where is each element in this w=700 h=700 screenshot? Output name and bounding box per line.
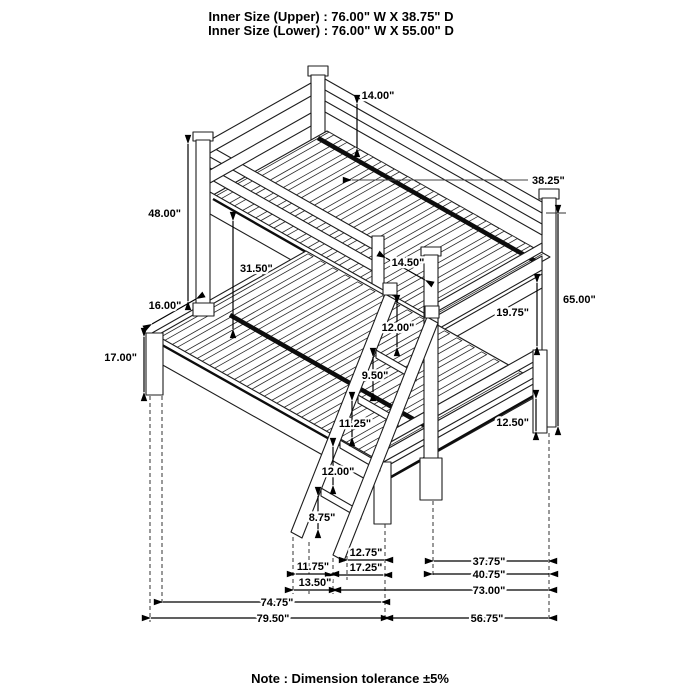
dim-bottom-13-50	[294, 577, 332, 590]
front-left-post	[196, 140, 210, 308]
dim-bottom-17-25	[334, 562, 383, 575]
dim-upper-post-height	[148, 144, 188, 301]
header-inner-size-upper: Inner Size (Upper) : 76.00" W X 38.75" D	[208, 9, 454, 24]
dim-bottom-74-75	[163, 597, 381, 609]
front-left-post-foot	[193, 303, 214, 316]
dim-total-height	[558, 214, 596, 426]
dim-label-11-25: 11.25"	[338, 418, 372, 430]
dim-label-9-50: 9.50"	[361, 370, 389, 382]
ladder-right-hook	[425, 306, 439, 318]
header-inner-size-lower: Inner Size (Lower) : 76.00" W X 55.00" D	[208, 23, 454, 38]
tolerance-note: Note : Dimension tolerance ±5%	[251, 671, 449, 686]
dim-label-16-00: 16.00"	[148, 300, 182, 312]
dim-label-19-75: 19.75"	[496, 307, 529, 319]
dim-label-12-00-upper: 12.00"	[381, 322, 415, 334]
dim-label-17-00: 17.00"	[104, 352, 137, 364]
dim-label-48-00: 48.00"	[148, 208, 181, 220]
dim-label-12-50: 12.50"	[496, 417, 529, 429]
dim-label-73-00: 73.00"	[472, 585, 506, 597]
dim-label-65-00: 65.00"	[563, 294, 596, 306]
dim-label-79-50: 79.50"	[256, 613, 290, 625]
dim-label-12-75: 12.75"	[349, 547, 383, 559]
dim-bottom-56-75	[390, 613, 548, 625]
dim-bottom-73-00	[338, 585, 548, 597]
dim-label-40-75: 40.75"	[472, 569, 506, 581]
dim-label-56-75: 56.75"	[470, 613, 504, 625]
dim-label-12-00-ladder: 12.00"	[321, 466, 355, 478]
dim-label-14-50: 14.50"	[391, 257, 425, 269]
dim-label-74-75: 74.75"	[260, 597, 294, 609]
dim-label-14-00: 14.00"	[361, 90, 395, 102]
dim-bottom-40-75	[433, 569, 549, 581]
dim-bottom-12-75	[348, 547, 384, 560]
ladder-left-hook	[383, 283, 397, 295]
dim-label-31-50: 31.50"	[240, 263, 273, 275]
dim-label-13-50: 13.50"	[298, 577, 332, 589]
dim-bottom-37-75	[434, 556, 548, 568]
dim-label-11-75: 11.75"	[296, 561, 330, 573]
front-right-post	[424, 255, 438, 460]
dim-label-8-75: 8.75"	[308, 512, 336, 524]
dim-bottom-11-75	[296, 561, 330, 574]
dim-label-17-25: 17.25"	[349, 562, 383, 574]
dim-label-38-25: 38.25"	[532, 175, 565, 187]
dim-lower-leg-height	[104, 337, 144, 392]
lower-front-left-leg	[146, 333, 163, 395]
dim-label-37-75: 37.75"	[472, 556, 506, 568]
dim-bottom-79-50	[151, 613, 384, 625]
front-right-post-foot	[420, 458, 442, 500]
lower-rear-right-leg	[533, 350, 547, 433]
